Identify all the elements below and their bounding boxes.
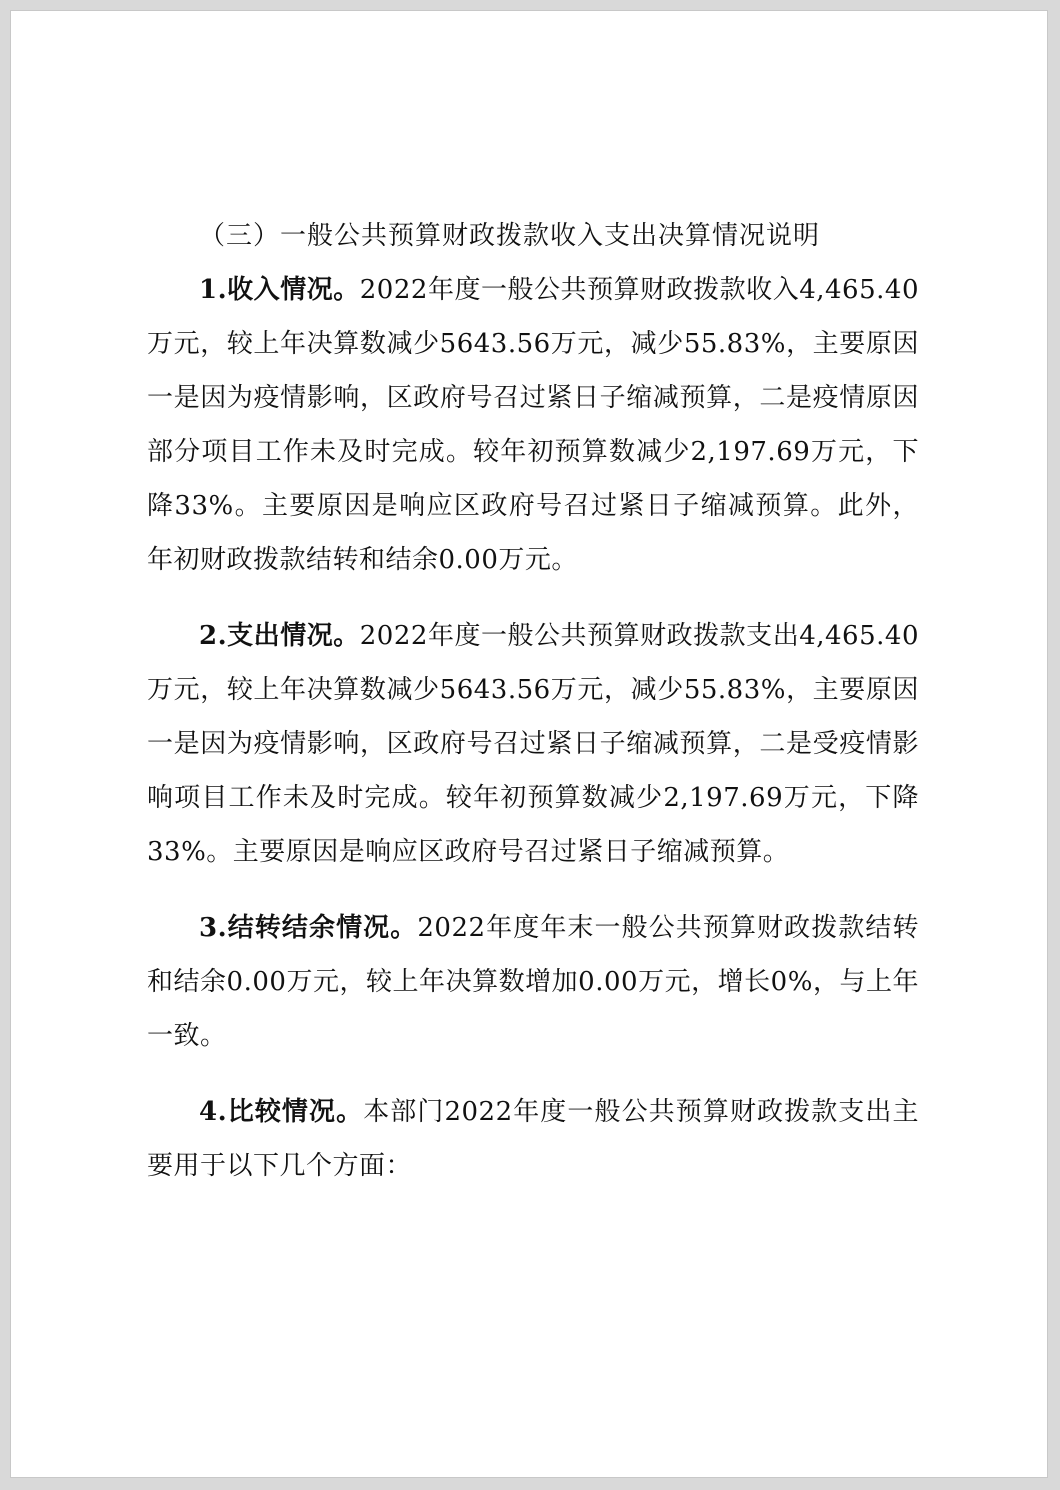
paragraph-lead: 1.收入情况。 [199,275,360,305]
paragraph-body: 本部门2022年度一般公共预算财政拨款支出主要用于以下几个方面： [147,1097,919,1181]
paragraph-body: 2022年度年末一般公共预算财政拨款结转和结余0.00万元，较上年决算数增加0.00万元，增长0%，与上年一致。 [147,913,919,1051]
paragraph-lead: 2.支出情况。 [199,621,360,651]
paragraph-body: 2022年度一般公共预算财政拨款支出4,465.40万元，较上年决算数减少5643.56万元，减少55.83%，主要原因一是因为疫情影响，区政府号召过紧日子缩减预算，二是受疫情影响项目工作未及时完成。较年初预算数减少2,197.69万元，下降33%。主要原因是响应区政府号召过紧日子缩减预算。 [147,621,919,867]
section-heading: （三）一般公共预算财政拨款收入支出决算情况说明 [199,221,821,251]
paragraph-expenditure [147,609,919,879]
paragraph-income [147,263,919,587]
paragraph-lead: 4.比较情况。 [199,1097,364,1127]
paragraph-carryover [147,901,919,1063]
document-body [147,209,919,1193]
paragraph-body: 2022年度一般公共预算财政拨款收入4,465.40万元，较上年决算数减少5643.56万元，减少55.83%，主要原因一是因为疫情影响，区政府号召过紧日子缩减预算，二是疫情原因部分项目工作未及时完成。较年初预算数减少2,197.69万元，下降33%。主要原因是响应区政府号召过紧日子缩减预算。此外，年初财政拨款结转和结余0.00万元。 [147,275,919,575]
paragraph-comparison [147,1085,919,1193]
document-page [10,10,1048,1478]
paragraph-lead: 3.结转结余情况。 [199,913,418,943]
